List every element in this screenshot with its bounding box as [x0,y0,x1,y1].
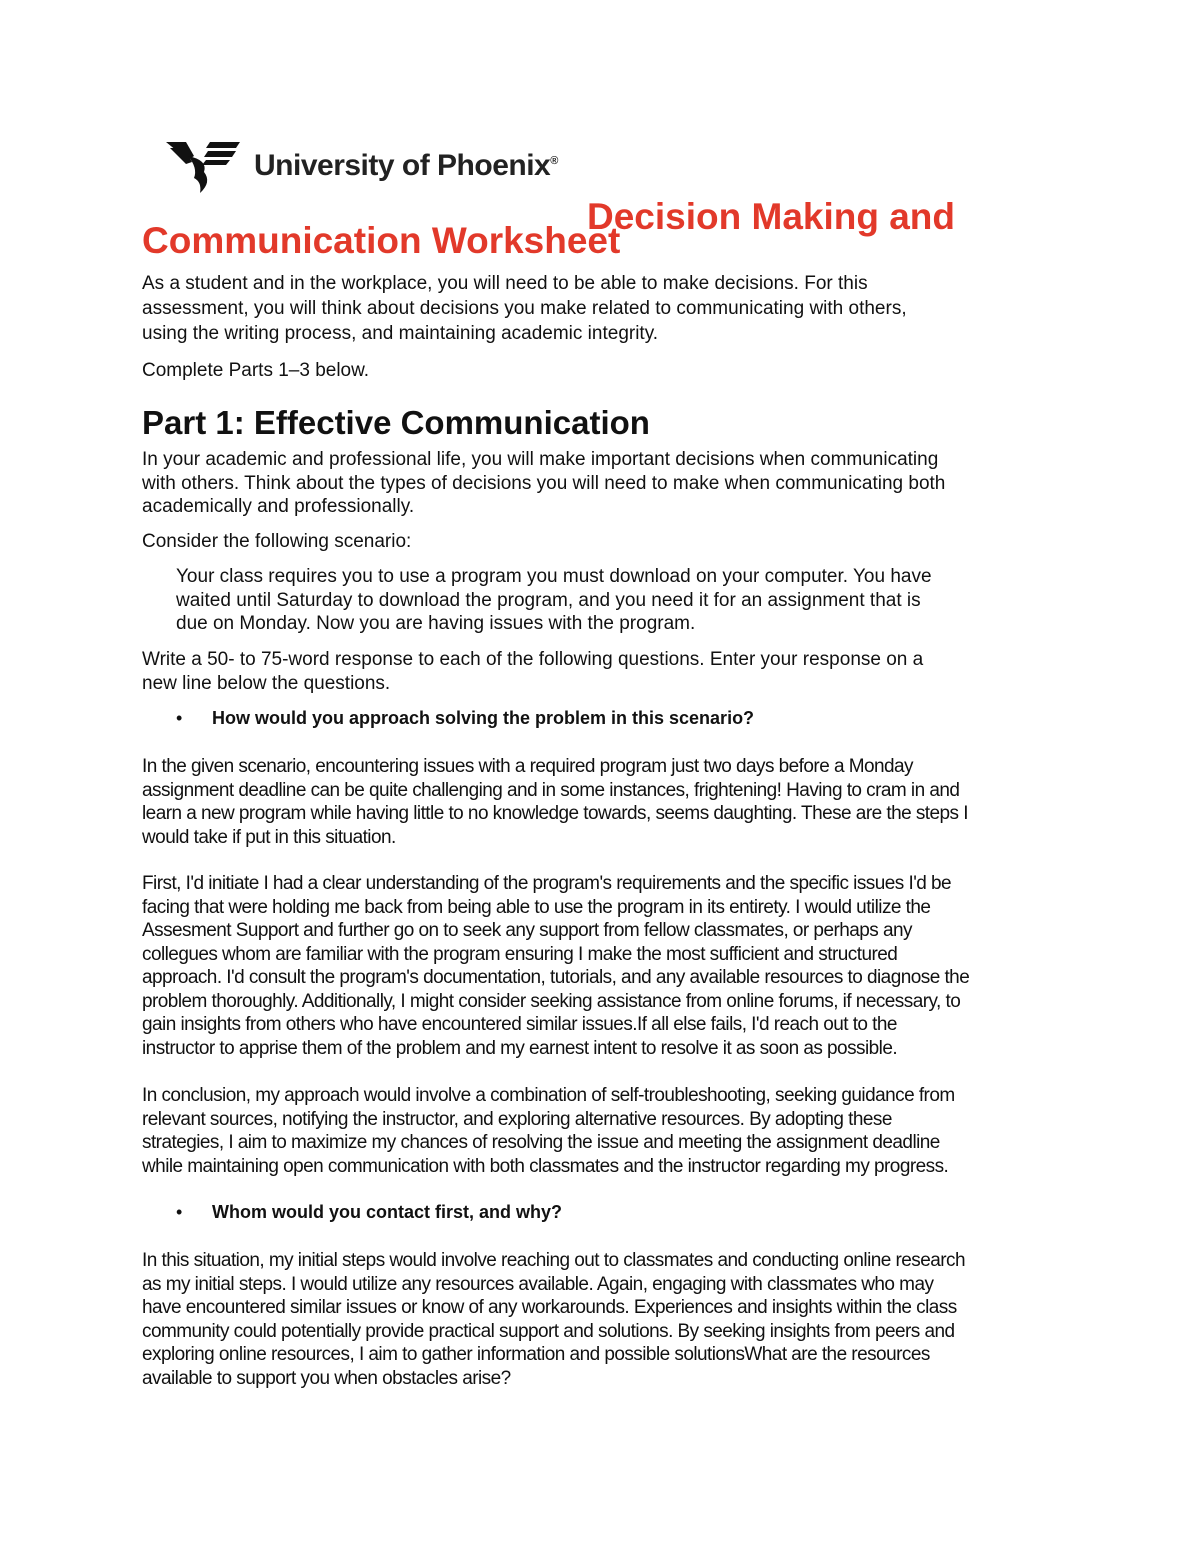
answer-1-paragraph-3 [142,1084,1072,1178]
text-line: problem thoroughly. Additionally, I might consider seeking assistance from online forums, if necessary, to [142,990,961,1012]
text-line: assignment deadline can be quite challenging and in some instances, frightening! Having to cram in and [142,779,960,801]
text-line: First, I'd initiate I had a clear understanding of the program's requirements and the specific issues I'd be [142,873,952,894]
text-line: assessment, you will think about decisions you make related to communicating with others, [142,298,907,319]
part1-description [142,448,1072,519]
part1-heading: Part 1: Effective Communication [142,404,650,441]
consider-text: Consider the following scenario: [142,531,412,552]
text-line: approach. I'd consult the program's documentation, tutorials, and any available resources to diagnose the [142,967,970,988]
title-line-2: Communication Worksheet [142,220,621,261]
text-line: community could potentially provide practical support and solutions. By seeking insights from peers and [142,1320,955,1342]
text-line: instructor to apprise them of the problem and my earnest intent to resolve it as soon as possible. [142,1037,898,1059]
text-line: In conclusion, my approach would involve a combination of self-troubleshooting, seeking guidance from [142,1085,955,1106]
question-2: • Whom would you contact first, and why? [176,1202,562,1222]
instructions-paragraph [142,648,1072,695]
answer-2 [142,1249,1072,1390]
text-line: Assesment Support and further go on to seek any support from fellow classmates, or perhaps any [142,920,912,941]
text-line: gain insights from others who have encountered similar issues.If all else fails, I'd reach out to the [142,1014,897,1035]
text-line: due on Monday. Now you are having issues with the program. [176,613,696,634]
phoenix-logo-icon [164,138,244,194]
text-line: would take if put in this situation. [142,826,396,848]
answer-1-paragraph-2 [142,872,1072,1060]
text-line: have encountered similar issues or know of any workarounds. Experiences and insights within the class [142,1297,957,1318]
answer-1-paragraph-1 [142,755,1072,849]
intro-paragraph [142,271,1072,346]
text-line: using the writing process, and maintaining academic integrity. [142,323,659,344]
university-logo [164,138,558,194]
title-line-1: Decision Making and [587,196,956,237]
text-line: facing that were holding me back from being able to use the program in its entirety. I would utilize the [142,896,931,918]
text-line: In this situation, my initial steps would involve reaching out to classmates and conducting online research [142,1250,966,1271]
question-1: • How would you approach solving the problem in this scenario? [176,708,755,728]
text-line: learn a new program while having little to no knowledge towards, seems daughting. These are the steps I [142,803,968,824]
text-line: relevant sources, notifying the instructor, and exploring alternative resources. By adopting these [142,1108,892,1130]
complete-parts-text: Complete Parts 1–3 below. [142,360,370,381]
text-line: new line below the questions. [142,672,391,694]
scenario-quote [176,565,1106,636]
text-line: as my initial steps. I would utilize any resources available. Again, engaging with classmates who may [142,1273,934,1295]
text-line: In your academic and professional life, you will make important decisions when communicating [142,449,939,470]
text-line: while maintaining open communication with both classmates and the instructor regarding my progress. [142,1155,949,1177]
text-line: with others. Think about the types of decisions you will need to make when communicating both [142,472,946,494]
text-line: available to support you when obstacles arise? [142,1367,511,1389]
text-line: exploring online resources, I aim to gather information and possible solutionsWhat are the resources [142,1344,930,1365]
university-name: University of Phoenix® [254,149,558,182]
text-line: In the given scenario, encountering issues with a required program just two days before a Monday [142,756,913,777]
text-line: collegues whom are familiar with the program ensuring I make the most sufficient and structured [142,943,898,965]
text-line: As a student and in the workplace, you will need to be able to make decisions. For this [142,273,868,294]
text-line: strategies, I aim to maximize my chances of resolving the issue and meeting the assignment deadline [142,1132,940,1153]
text-line: Write a 50- to 75-word response to each of the following questions. Enter your response on a [142,649,924,670]
text-line: waited until Saturday to download the program, and you need it for an assignment that is [176,589,921,611]
text-line: academically and professionally. [142,496,415,517]
text-line: Your class requires you to use a program you must download on your computer. You have [176,566,932,587]
